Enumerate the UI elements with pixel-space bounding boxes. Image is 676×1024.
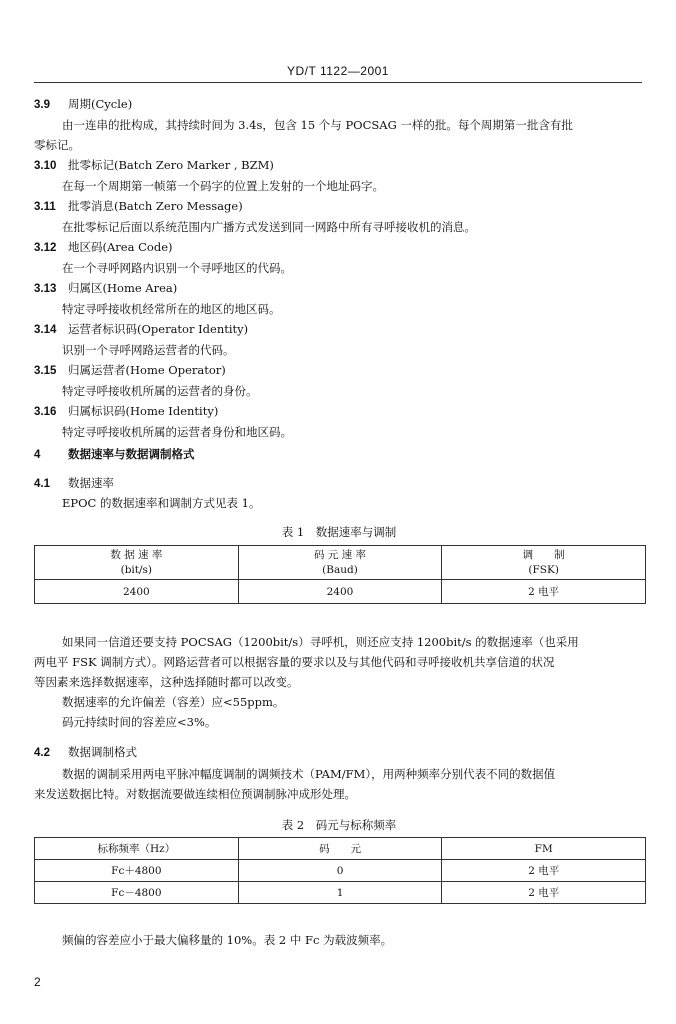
section-3-10: 3.10 批零标记(Batch Zero Marker , BZM) 在每一个周期第一帧第一个码字的位置上发射的一个地址码字。 bbox=[34, 155, 654, 196]
table-cell: Fc－4800 bbox=[35, 882, 239, 904]
section-body: 由一连串的批构成，其持续时间为 3.4s，包含 15 个与 POCSAG 一样的批。每个周期第一批含有批 bbox=[62, 118, 573, 132]
section-body: 零标记。 bbox=[34, 138, 80, 152]
table-cell: 2 电平 bbox=[442, 580, 646, 604]
table-header-cell: FM bbox=[442, 838, 646, 860]
section-body: 识别一个寻呼网路运营者的代码。 bbox=[62, 343, 235, 357]
table-row bbox=[35, 860, 646, 882]
table-cell: 0 bbox=[238, 860, 442, 882]
section-3-14: 3.14 运营者标识码(Operator Identity) 识别一个寻呼网路运营者的代码。 bbox=[34, 319, 654, 360]
paragraph-tolerance: 数据速率的允许偏差（容差）应<55ppm。 bbox=[62, 695, 285, 709]
table-cell: Fc＋4800 bbox=[35, 860, 239, 882]
section-4-2-heading: 4.2 数据调制格式 bbox=[34, 745, 137, 759]
document-header: YD/T 1122—2001 bbox=[287, 64, 389, 78]
section-body: 特定寻呼接收机经常所在的地区的地区码。 bbox=[62, 302, 281, 316]
table-header-cell: 码 元 bbox=[238, 838, 442, 860]
table-cell: 2 电平 bbox=[442, 860, 646, 882]
section-body: 特定寻呼接收机所属的运营者的身份。 bbox=[62, 384, 258, 398]
table-header-cell: 调 制 (FSK) bbox=[442, 546, 646, 580]
section-title: 地区码(Area Code) bbox=[68, 240, 173, 254]
section-3-9: 3.9 周期(Cycle) 由一连串的批构成，其持续时间为 3.4s，包含 15 个与 POCSAG 一样的批。每个周期第一批含有批 零标记。 bbox=[34, 94, 654, 155]
table-cell: 2 电平 bbox=[442, 882, 646, 904]
paragraph-symbol-duration: 码元持续时间的容差应<3%。 bbox=[62, 715, 217, 729]
section-title: 周期(Cycle) bbox=[68, 97, 133, 111]
table-1 bbox=[34, 545, 646, 604]
table-header-row bbox=[35, 546, 646, 580]
table-2 bbox=[34, 837, 646, 904]
section-3-16: 3.16 归属标识码(Home Identity) 特定寻呼接收机所属的运营者身份和地区码。 bbox=[34, 401, 654, 442]
chapter-4-heading: 4 数据速率与数据调制格式 bbox=[34, 447, 195, 461]
section-body: 在每一个周期第一帧第一个码字的位置上发射的一个地址码字。 bbox=[62, 179, 384, 193]
section-body: 在一个寻呼网路内识别一个寻呼地区的代码。 bbox=[62, 261, 292, 275]
table-header-row bbox=[35, 838, 646, 860]
section-3-11: 3.11 批零消息(Batch Zero Message) 在批零标记后面以系统范围内广播方式发送到同一网路中所有寻呼接收机的消息。 bbox=[34, 196, 654, 237]
section-title: 归属区(Home Area) bbox=[68, 281, 178, 295]
paragraph-data-rate: 如果同一信道还要支持 POCSAG（1200bit/s）寻呼机，则还应支持 1200bit/s 的数据速率（也采用 两电平 FSK 调制方式）。网路运营者可以根据容量的要求以及与其他代码和寻呼接收机共享信道的状况 等因素来选择数据速率，这种选择随时都可以改变。 数据速率的允许偏差（容差）应<55ppm。 码元持续时间的容差应<3%。 bbox=[34, 632, 654, 732]
section-3-12: 3.12 地区码(Area Code) 在一个寻呼网路内识别一个寻呼地区的代码。 bbox=[34, 237, 654, 278]
table-cell: 2400 bbox=[238, 580, 442, 604]
section-3-15: 3.15 归属运营者(Home Operator) 特定寻呼接收机所属的运营者的身份。 bbox=[34, 360, 654, 401]
section-4-1-heading: 4.1 数据速率 bbox=[34, 476, 114, 490]
table-1-caption: 表 1 数据速率与调制 bbox=[281, 525, 397, 539]
header-rule bbox=[34, 82, 642, 83]
paragraph-modulation: 数据的调制采用两电平脉冲幅度调制的调频技术（PAM/FM），用两种频率分别代表不同的数据值 来发送数据比特。对数据流要做连续相位预调制脉冲成形处理。 bbox=[34, 767, 556, 801]
paragraph-frequency-deviation: 频偏的容差应小于最大偏移量的 10%。表 2 中 Fc 为载波频率。 bbox=[62, 933, 393, 947]
table-cell: 2400 bbox=[35, 580, 239, 604]
page-number: 2 bbox=[34, 975, 41, 989]
table-2-caption: 表 2 码元与标称频率 bbox=[281, 818, 397, 832]
section-title: 运营者标识码(Operator Identity) bbox=[68, 322, 249, 336]
section-body: 在批零标记后面以系统范围内广播方式发送到同一网路中所有寻呼接收机的消息。 bbox=[62, 220, 476, 234]
table-header-cell: 码 元 速 率 (Baud) bbox=[238, 546, 442, 580]
section-title: 归属标识码(Home Identity) bbox=[68, 404, 219, 418]
section-title: 批零消息(Batch Zero Message) bbox=[68, 199, 243, 213]
section-3-13: 3.13 归属区(Home Area) 特定寻呼接收机经常所在的地区的地区码。 bbox=[34, 278, 654, 319]
table-cell: 1 bbox=[238, 882, 442, 904]
definitions-block bbox=[34, 94, 654, 442]
section-title: 归属运营者(Home Operator) bbox=[68, 363, 226, 377]
section-body: 特定寻呼接收机所属的运营者身份和地区码。 bbox=[62, 425, 292, 439]
table-header-cell: 标称频率（Hz） bbox=[35, 838, 239, 860]
table-header-cell: 数 据 速 率 (bit/s) bbox=[35, 546, 239, 580]
section-4-1-body: EPOC 的数据速率和调制方式见表 1。 bbox=[62, 496, 261, 510]
section-title: 批零标记(Batch Zero Marker , BZM) bbox=[68, 158, 274, 172]
table-row bbox=[35, 882, 646, 904]
table-row bbox=[35, 580, 646, 604]
